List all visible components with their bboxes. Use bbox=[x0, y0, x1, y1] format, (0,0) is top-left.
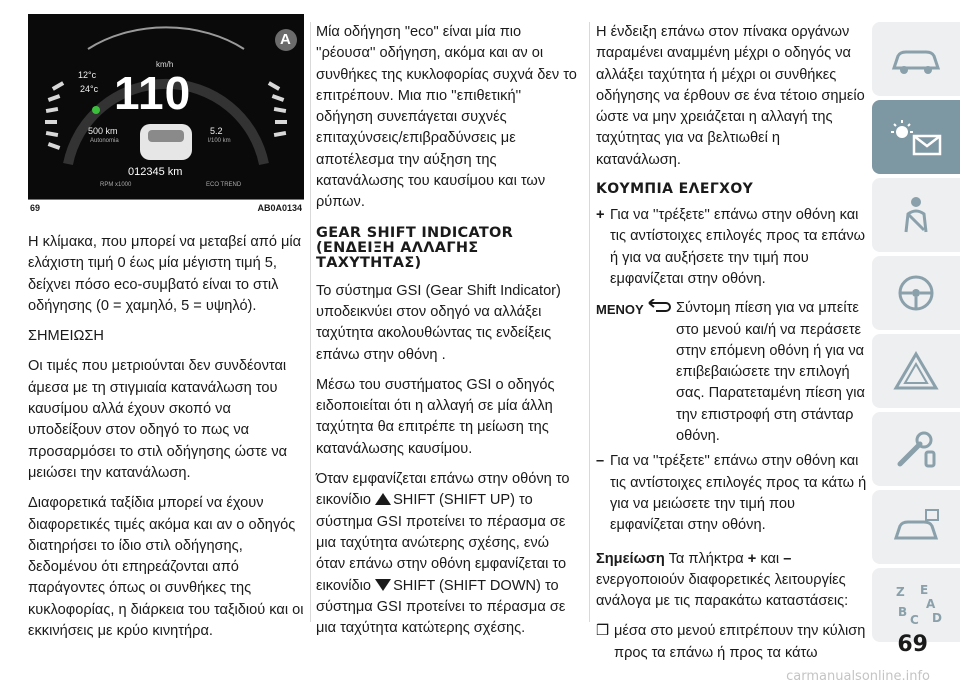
car-data-icon bbox=[886, 502, 946, 552]
column-divider-1 bbox=[310, 22, 311, 622]
indicator-paragraph: Η ένδειξη επάνω στον πίνακα οργάνων παραμένει αναμμένη μέχρι ο οδηγός να αλλάξει ταχύτητα ή μέχρι οι συνθήκες οδήγησης να έρθουν σε ένα τέτοιο σημείο ώστε να μην χρειάζεται η αλλαγή της ταχύτητας για να βελτιωθεί η κατανάλωση. bbox=[596, 24, 865, 168]
speed-unit: km/h bbox=[156, 60, 174, 69]
eco-label: ECO TREND bbox=[206, 182, 242, 188]
gsi-text-a: Όταν εμφανίζεται επάνω στην οθόνη το εικονίδιο bbox=[316, 471, 570, 509]
range-readout: 500 km bbox=[88, 126, 118, 136]
plus-mark: + bbox=[596, 207, 605, 224]
shift-up-icon bbox=[375, 493, 391, 505]
gsi-heading: GEAR SHIFT INDICATOR (ΕΝΔΕΙΞΗ ΑΛΛΑΓΗΣ ΤΑΧΥΤΗΤΑΣ) bbox=[316, 224, 514, 271]
range-sub: Autonomia bbox=[90, 138, 119, 144]
svg-text:B: B bbox=[898, 605, 908, 619]
checkbox-text: μέσα στο μενού επιτρέπουν την κύλιση προς τα επάνω ή προς τα κάτω bbox=[614, 623, 866, 661]
watermark: carmanualsonline.info bbox=[786, 669, 930, 684]
tab-index[interactable] bbox=[872, 568, 960, 642]
note-heading: ΣΗΜΕΙΩΣΗ bbox=[28, 328, 104, 345]
note-and: και bbox=[760, 550, 780, 567]
odometer-readout: 012345 km bbox=[128, 166, 183, 178]
tab-safety[interactable] bbox=[872, 178, 960, 252]
seatbelt-icon bbox=[886, 190, 946, 240]
minus-mark: – bbox=[596, 453, 605, 470]
svg-text:D: D bbox=[932, 611, 942, 625]
checkbox-mark: ❒ bbox=[596, 623, 610, 640]
consumption-readout: 5.2 bbox=[210, 126, 223, 136]
wrench-icon bbox=[886, 424, 946, 474]
svg-text:C: C bbox=[910, 613, 919, 627]
menu-button-item bbox=[596, 298, 868, 447]
tab-emergency[interactable] bbox=[872, 334, 960, 408]
tab-starting-driving[interactable] bbox=[872, 256, 960, 330]
note-plus: + bbox=[747, 550, 757, 567]
gsi-paragraph-2: Μέσω του συστήματος GSI ο οδηγός ειδοποιείται ότι η αλλαγή σε μία άλλη ταχύτητα θα επιτρέπε τη μείωση της κατανάλωσης καυσίμου. bbox=[316, 376, 555, 457]
minus-text: Για να ''τρέξετε'' επάνω στην οθόνη και τις αντίστοιχες επιλογές προς τα κάτω ή για να μειώσετε την τιμή που εμφανίζεται στην οθόνη. bbox=[610, 453, 867, 534]
car-icon bbox=[886, 34, 946, 84]
temperature-readout-2: 24°c bbox=[80, 84, 99, 94]
note-text-b: ενεργοποιούν διαφορετικές λειτουργίες ανάλογα με τις παρακάτω καταστάσεις: bbox=[596, 571, 849, 610]
minus-button-item bbox=[596, 451, 868, 536]
svg-text:E: E bbox=[920, 583, 929, 597]
menu-text: Σύντομη πίεση για να μπείτε στο μενού και/ή να περάσετε στην επόμενη οθόνη ή για να επιβεβαιώσετε την επιλογή σας. Παρατεταμένη πίεση για την επιστροφή στη στάνταρ οθόνη. bbox=[676, 300, 865, 445]
note-paragraph bbox=[596, 549, 868, 613]
gsi-paragraph-3 bbox=[316, 469, 582, 639]
note-text-a: Τα πλήκτρα bbox=[668, 550, 744, 567]
figure-number: 69 bbox=[30, 203, 41, 213]
page-number: 69 bbox=[897, 632, 928, 657]
checkbox-item bbox=[596, 621, 868, 664]
plus-button-item bbox=[596, 205, 868, 290]
gsi-text-b: SHIFT (SHIFT UP) το σύστημα GSI προτείνει το πέρασμα σε μια ταχύτητα ανώτερης σχέσης, ενώ όταν επάνω στην οθόνη εμφανίζεται το εικονίδιο bbox=[316, 492, 567, 594]
tab-car-overview[interactable] bbox=[872, 22, 960, 96]
column-3 bbox=[596, 22, 868, 672]
column-1 bbox=[28, 0, 304, 642]
note-minus: – bbox=[783, 550, 792, 567]
menu-label bbox=[596, 298, 676, 447]
eco-scale-paragraph: Η κλίμακα, που μπορεί να μεταβεί από μία ελάχιστη τιμή 0 έως μία μέγιστη τιμή 5, δείχνει πόσο eco-συμβατό είναι το στιλ οδήγησης (0 = χαμηλό, 5 = υψηλό). bbox=[28, 234, 302, 314]
control-buttons-heading: ΚΟΥΜΠΙΑ ΕΛΕΓΧΟΥ bbox=[596, 181, 754, 198]
consumption-sub: l/100 km bbox=[208, 138, 231, 144]
note-paragraph-2: Διαφορετικά ταξίδια μπορεί να έχουν διαφορετικές τιμές ακόμα και αν ο οδηγός διατηρήσει το ίδιο στιλ οδήγησης, δεδομένου ότι επηρεάζονται από παράγοντες όπως οι συνθήκες της κυκλοφορίας, η διάρκεια του ταξιδιού και οι εκκινήσεις με κρύο κινητήρα. bbox=[28, 495, 304, 640]
note-paragraph-1: Οι τιμές που μετριούνται δεν συνδέονται άμεσα με τη στιγμιαία κατανάλωση του καυσίμου αλλά έχουν σκοπό να υποδείξουν στον οδηγό το πως να προσαρμόσει το στιλ οδήγησης ώστε να μειώσει την κατανάλωση. bbox=[28, 358, 288, 481]
rpm-label: RPM x1000 bbox=[100, 182, 132, 188]
tab-dashboard[interactable] bbox=[872, 100, 960, 174]
figure-code: AB0A0134 bbox=[257, 203, 302, 213]
eco-driving-paragraph: Μία οδήγηση "eco" είναι μία πιο ''ρέουσα'' οδήγηση, ακόμα και αν οι συνθήκες της κυκλοφορίας συχνά δεν το επιτρέπουν. Μια πιο ''επιθετική'' οδήγηση συνεπάγεται συχνές επιταχύνσεις/επιβραδύνσεις με αποτέλεσμα την αύξηση της κατανάλωσης του καυσίμου και των ρύπων. bbox=[316, 24, 577, 211]
menu-label-text: MENOY bbox=[596, 302, 644, 318]
column-divider-2 bbox=[589, 22, 590, 622]
svg-text:A: A bbox=[926, 597, 936, 611]
svg-text:Z: Z bbox=[896, 585, 905, 599]
instrument-cluster-figure bbox=[28, 14, 304, 199]
gsi-paragraph-1: Το σύστημα GSI (Gear Shift Indicator) υποδεικνύει στον οδηγό να αλλάξει ταχύτητα ακολουθώντας τις ενδείξεις επάνω στην οθόνη . bbox=[316, 282, 561, 363]
gsi-text-c: SHIFT (SHIFT DOWN) το σύστημα GSI προτείνει το πέρασμα σε μια ταχύτητα κατώτερης σχέσης. bbox=[316, 577, 566, 637]
callout-label: A bbox=[280, 31, 291, 48]
steering-wheel-icon bbox=[886, 268, 946, 318]
tab-technical-data[interactable] bbox=[872, 490, 960, 564]
warning-triangle-icon bbox=[886, 346, 946, 396]
return-arrow-icon bbox=[646, 299, 672, 313]
figure-caption bbox=[28, 199, 304, 213]
temperature-readout: 12°c bbox=[78, 70, 97, 80]
note-label: Σημείωση bbox=[596, 550, 665, 567]
speed-readout: 110 bbox=[114, 67, 192, 119]
tab-maintenance[interactable] bbox=[872, 412, 960, 486]
warning-light-mail-icon bbox=[886, 112, 946, 162]
column-2 bbox=[316, 22, 582, 639]
plus-text: Για να ''τρέξετε'' επάνω στην οθόνη και τις αντίστοιχες επιλογές προς τα επάνω ή για να αυξήσετε την τιμή που εμφανίζεται στην οθόνη. bbox=[610, 207, 866, 287]
alphabet-index-icon bbox=[886, 580, 946, 630]
shift-down-icon bbox=[375, 579, 391, 591]
chapter-tabs bbox=[872, 22, 960, 636]
